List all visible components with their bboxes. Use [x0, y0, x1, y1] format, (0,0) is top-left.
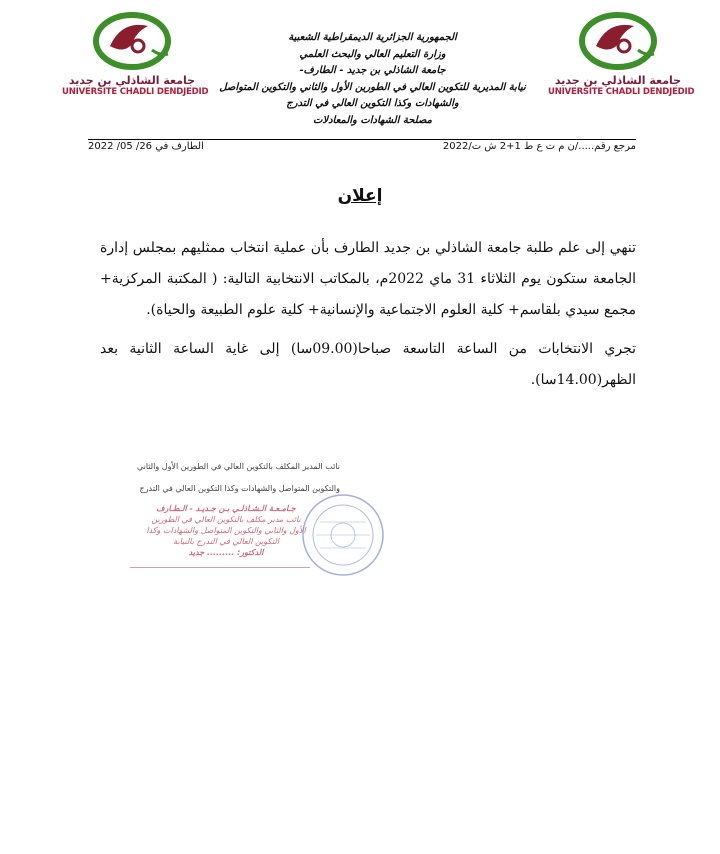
round-seal-icon — [300, 492, 386, 578]
university-emblem-icon — [578, 10, 658, 72]
signature-block — [110, 460, 340, 496]
stamp-line: نائب مدير مكلف بالتكوين العالي في الطورين — [151, 515, 301, 524]
letterhead-line: نيابة المديرية للتكوين العالي في الطورين الأول والثاني والتكوين المتواصل — [219, 81, 526, 93]
document-date: الطارف في 26/ 05/ 2022 — [88, 141, 204, 152]
signature-title-line: والتكوين المتواصل والشهادات وكذا التكوين العالي في التدرج — [139, 484, 340, 493]
stamp-line: جـامـعـة الـشـاذلـي بـن جـديـد - الـطـارف — [156, 504, 296, 513]
letterhead-line: والشهادات وكذا التكوين العالي في التدرج — [286, 98, 459, 109]
letterhead — [200, 30, 545, 129]
university-logo-left — [62, 10, 209, 110]
signature-title-line: نائب المدير المكلف بالتكوين العالي في الطورين الأول والثاني — [136, 462, 340, 471]
reference-number: مرجع رقم...../ن م ت ع ط 1+2 ش ت/2022 — [442, 141, 636, 152]
university-emblem-icon — [92, 10, 172, 72]
body-paragraph: تجري الانتخابات من الساعة التاسعة صباحا(09.00سا) إلى غاية الساعة الثانية بعد الظهر(14.00سا). — [100, 341, 636, 388]
header-divider — [88, 139, 636, 140]
stamp-line: التكوين العالي في التدرج بالنيابة — [173, 537, 279, 546]
announcement-body — [100, 233, 636, 396]
letterhead-line: الجمهورية الجزائرية الديمقراطية الشعبية — [288, 32, 457, 43]
letterhead-line: مصلحة الشهادات والمعادلات — [312, 114, 433, 126]
announcement-title: إعلان — [337, 186, 383, 206]
university-name-arabic: جامعة الشاذلي بن جديد — [68, 74, 196, 87]
stamp-line: الأول والثاني والتكوين المتواصل والشهادات وكذا — [146, 526, 306, 535]
university-logo-right — [548, 10, 695, 110]
stamp-line: الدكتور: ......... جديد — [188, 548, 264, 557]
letterhead-line: جامعة الشاذلي بن جديد - الطارف- — [299, 65, 446, 76]
letterhead-line: وزارة التعليم العالي والبحث العلمي — [299, 48, 446, 60]
signature-line — [130, 567, 310, 568]
official-stamp — [130, 503, 322, 558]
university-name-arabic: جامعة الشاذلي بن جديد — [554, 74, 682, 87]
university-name-french: UNIVERSITE CHADLI DENDJEDID — [548, 87, 695, 97]
university-name-french: UNIVERSITE CHADLI DENDJEDID — [62, 87, 209, 97]
body-paragraph: تنهي إلى علم طلبة جامعة الشاذلي بن جديد الطارف بأن عملية انتخاب ممثليهم بمجلس إدارة الجامعة ستكون يوم الثلاثاء 31 ماي 2022م، بالمكاتب الانتخابية التالية: ( المكتبة المركزية+ مجمع سيدي بلقاسم+ كلية العلوم الاجتماعية والإنسانية+ كلية علوم الطبيعة والحياة). — [100, 240, 636, 318]
